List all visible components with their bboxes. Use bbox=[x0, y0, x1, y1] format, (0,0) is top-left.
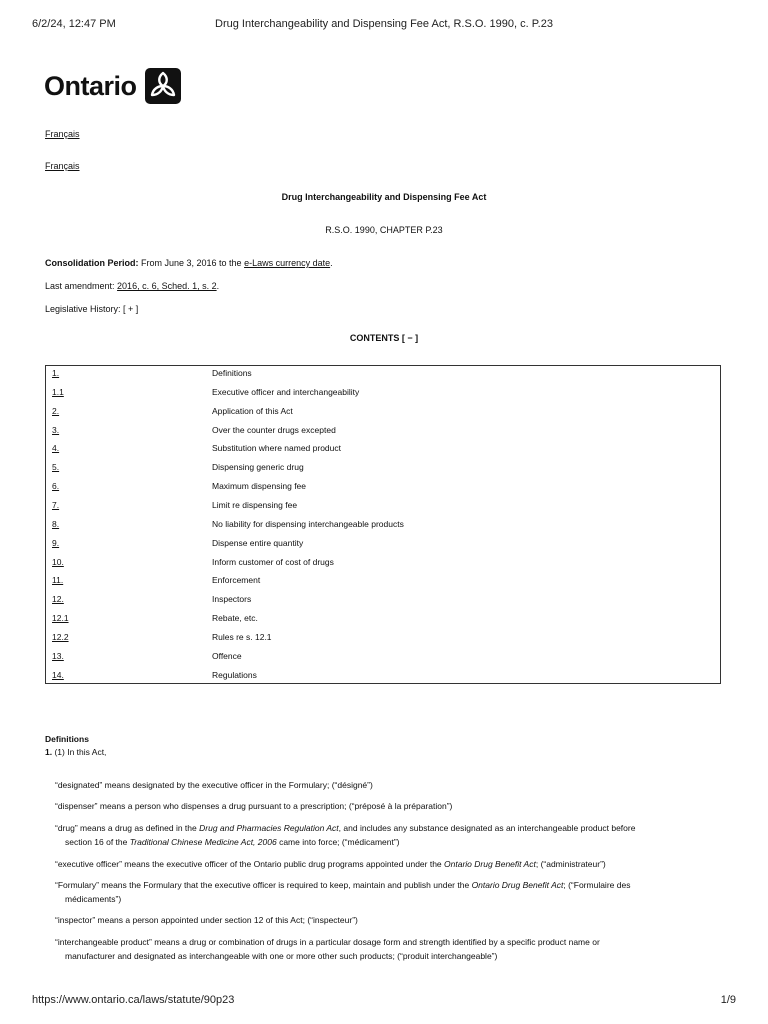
contents-row bbox=[46, 557, 720, 571]
def-designated: “designated” means designated by the executive officer in the Formulary; (“désigné”) bbox=[55, 780, 373, 790]
def-drug-text-a: “drug” means a drug as defined in the bbox=[55, 823, 200, 833]
legislative-history-toggle[interactable]: Legislative History: [ + ] bbox=[45, 304, 139, 314]
definitions-intro-text: (1) In this Act, bbox=[52, 747, 107, 757]
contents-row bbox=[46, 406, 720, 420]
def-interch-continued: manufacturer and designated as interchangeable with one or more other such products; (“produit interchangeable”) bbox=[65, 951, 498, 961]
def-formulary-act-ref: Ontario Drug Benefit Act bbox=[471, 880, 564, 890]
contents-section-link[interactable]: 4. bbox=[52, 443, 60, 454]
contents-section-link[interactable]: 9. bbox=[52, 537, 60, 548]
def-exec-text-a: “executive officer” means the executive officer of the Ontario public drug programs appointed under the bbox=[55, 859, 445, 869]
contents-section-label: Dispense entire quantity bbox=[212, 537, 304, 548]
contents-section-label: No liability for dispensing interchangeable products bbox=[212, 518, 404, 529]
contents-table bbox=[45, 365, 721, 684]
contents-section-label: Inspectors bbox=[212, 594, 252, 605]
contents-row bbox=[46, 519, 720, 533]
contents-row bbox=[46, 575, 720, 589]
contents-section-link[interactable]: 6. bbox=[52, 481, 60, 492]
contents-row bbox=[46, 500, 720, 514]
print-page-number: 1/9 bbox=[720, 994, 736, 1006]
ontario-logo[interactable] bbox=[44, 66, 181, 106]
def-drug-text-b: , and includes any substance designated as an interchangeable product before bbox=[338, 823, 636, 833]
contents-section-link[interactable]: 13. bbox=[52, 650, 64, 661]
definitions-heading: Definitions bbox=[45, 734, 89, 744]
contents-row bbox=[46, 481, 720, 495]
contents-section-label: Dispensing generic drug bbox=[212, 462, 304, 473]
def-interchangeable-product bbox=[55, 935, 715, 963]
print-title: Drug Interchangeability and Dispensing Fee Act, R.S.O. 1990, c. P.23 bbox=[215, 18, 553, 30]
contents-row bbox=[46, 651, 720, 665]
contents-section-label: Rules re s. 12.1 bbox=[212, 631, 272, 642]
contents-section-link[interactable]: 8. bbox=[52, 518, 60, 529]
contents-section-label: Over the counter drugs excepted bbox=[212, 424, 336, 435]
contents-collapse-toggle[interactable]: [ − ] bbox=[401, 333, 419, 343]
last-amendment bbox=[45, 280, 219, 293]
contents-section-label: Regulations bbox=[212, 669, 257, 680]
def-formulary-text-b: ; (“Formulaire des bbox=[563, 880, 631, 890]
consolidation-period bbox=[45, 257, 333, 270]
contents-row bbox=[46, 387, 720, 401]
act-chapter: R.S.O. 1990, CHAPTER P.23 bbox=[325, 225, 443, 235]
last-amendment-link[interactable]: 2016, c. 6, Sched. 1, s. 2 bbox=[117, 281, 217, 291]
lang-link-francais-2[interactable]: Français bbox=[45, 161, 80, 171]
def-formulary-continued: médicaments”) bbox=[65, 894, 122, 904]
def-drug-text-d: came into force; (“médicament”) bbox=[276, 837, 400, 847]
ontario-wordmark: Ontario bbox=[44, 70, 137, 101]
contents-row bbox=[46, 594, 720, 608]
contents-row bbox=[46, 538, 720, 552]
def-drug-act-ref-1: Drug and Pharmacies Regulation Act bbox=[199, 823, 339, 833]
contents-section-link[interactable]: 12. bbox=[52, 594, 64, 605]
contents-section-link[interactable]: 12.2 bbox=[52, 631, 69, 642]
contents-section-label: Substitution where named product bbox=[212, 443, 341, 454]
ontario-trillium-logo-icon bbox=[145, 68, 181, 104]
contents-section-link[interactable]: 10. bbox=[52, 556, 64, 567]
contents-section-label: Enforcement bbox=[212, 575, 261, 586]
def-drug-text-c: section 16 of the bbox=[65, 837, 130, 847]
consolidation-end: . bbox=[330, 258, 333, 268]
contents-section-label: Rebate, etc. bbox=[212, 613, 258, 624]
contents-row bbox=[46, 670, 720, 684]
contents-section-link[interactable]: 1. bbox=[52, 368, 60, 378]
contents-row bbox=[46, 462, 720, 476]
elaws-currency-link[interactable]: e-Laws currency date bbox=[244, 258, 331, 268]
last-amendment-end: . bbox=[216, 281, 220, 291]
def-exec-act-ref: Ontario Drug Benefit Act bbox=[444, 859, 536, 869]
contents-header bbox=[0, 333, 768, 343]
lang-link-francais-1[interactable]: Français bbox=[45, 129, 80, 139]
contents-section-link[interactable]: 7. bbox=[52, 499, 60, 510]
contents-section-link[interactable]: 14. bbox=[52, 669, 64, 680]
contents-title: CONTENTS bbox=[349, 333, 400, 343]
contents-section-label: Maximum dispensing fee bbox=[212, 481, 307, 492]
contents-row bbox=[46, 443, 720, 457]
contents-section-link[interactable]: 2. bbox=[52, 405, 60, 416]
def-inspector: “inspector” means a person appointed under section 12 of this Act; (“inspecteur”) bbox=[55, 915, 358, 925]
contents-row bbox=[46, 632, 720, 646]
contents-row bbox=[46, 613, 720, 627]
contents-row bbox=[46, 425, 720, 439]
def-executive-officer bbox=[55, 857, 715, 871]
section-number: 1. bbox=[45, 747, 53, 757]
def-dispenser: “dispenser” means a person who dispenses a drug pursuant to a prescription; (“préposé à la préparation”) bbox=[55, 801, 453, 811]
consolidation-label: Consolidation Period: bbox=[45, 258, 139, 268]
def-drug bbox=[55, 821, 715, 849]
contents-section-label: Offence bbox=[212, 650, 242, 661]
def-drug-act-ref-2: Traditional Chinese Medicine Act, 2006 bbox=[129, 837, 277, 847]
contents-section-link[interactable]: 11. bbox=[52, 575, 64, 586]
consolidation-text: From June 3, 2016 to the bbox=[138, 258, 245, 268]
contents-section-label: Limit re dispensing fee bbox=[212, 499, 298, 510]
contents-row bbox=[46, 368, 720, 382]
contents-section-label: Inform customer of cost of drugs bbox=[212, 556, 334, 567]
definitions-intro bbox=[45, 746, 106, 759]
def-drug-continued bbox=[55, 835, 715, 849]
def-formulary-text-a: “Formulary” means the Formulary that the executive officer is required to keep, maintain and publish under the bbox=[55, 880, 472, 890]
contents-section-label: Executive officer and interchangeability bbox=[212, 386, 360, 397]
last-amendment-label: Last amendment: bbox=[45, 281, 118, 291]
act-title: Drug Interchangeability and Dispensing Fee Act bbox=[281, 192, 487, 202]
contents-section-link[interactable]: 5. bbox=[52, 462, 60, 473]
contents-section-label: Definitions bbox=[212, 368, 252, 378]
contents-section-label: Application of this Act bbox=[212, 405, 293, 416]
contents-section-link[interactable]: 12.1 bbox=[52, 613, 69, 624]
print-datetime: 6/2/24, 12:47 PM bbox=[32, 18, 116, 30]
print-url: https://www.ontario.ca/laws/statute/90p23 bbox=[32, 994, 235, 1006]
contents-section-link[interactable]: 3. bbox=[52, 424, 60, 435]
def-exec-text-b: ; (“administrateur”) bbox=[535, 859, 606, 869]
contents-section-link[interactable]: 1.1 bbox=[52, 386, 64, 397]
def-interch-text-a: “interchangeable product” means a drug or combination of drugs in a particular dosage form and strength identified by a specific product name or bbox=[55, 937, 600, 947]
def-formulary bbox=[55, 878, 715, 906]
